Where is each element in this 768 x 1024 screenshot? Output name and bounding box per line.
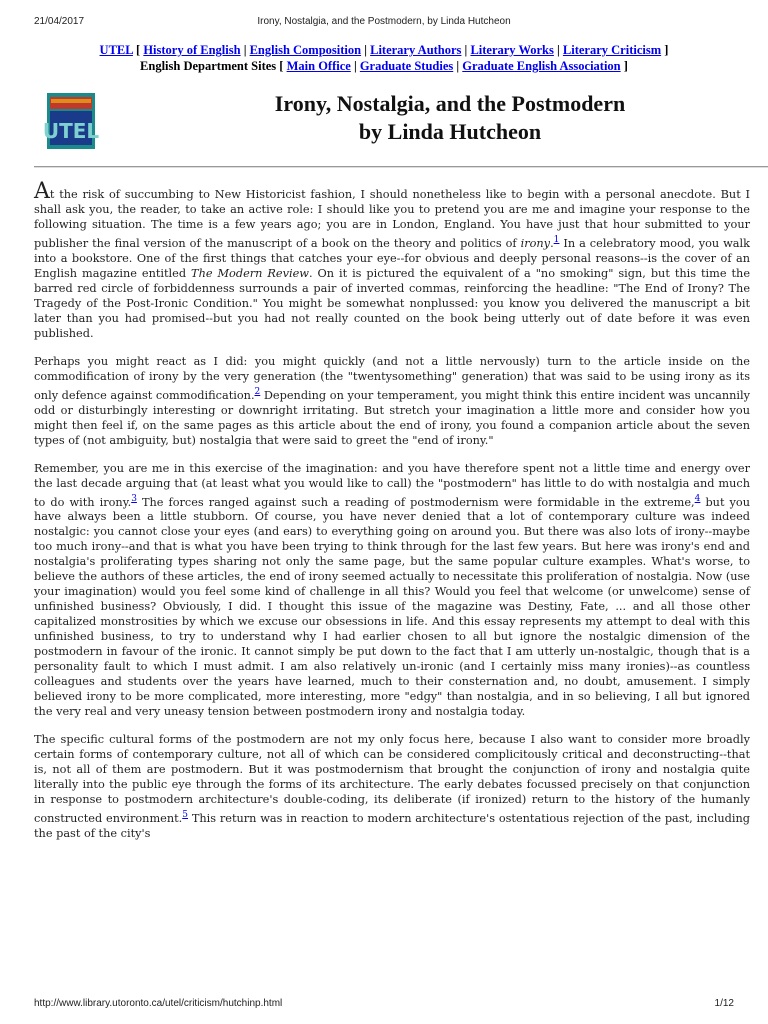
paragraph-1: At the risk of succumbing to New Historicist fashion, I should nonetheless like to begin with a personal anecdote. But I shall ask you, the reader, to take an active role: I should like you to pretend you are me and imagine your response to the following situation. The time is a few years ago; you are in London, England. You have just that hour submitted to your publisher the final version of the manuscript of a book on the theory and politics of irony.$^1$ In a celebratory mood, you walk into a bookstore. One of the first things that catches your eye--for obvious and deeply personal reasons--is the cover of an English magazine entitled The Modern Review. On it is pictured the equivalent of a "no smoking" sign, but this time the barred red circle of forbiddenness surrounds a pair of inverted commas, reinforcing the headline: "The End of Irony? The Tragedy of the Post-Ironic Condition." You might be somewhat nonplussed: you know you delivered the manuscript a bit later than you had promised--but you had not really counted on the book being utterly out of date before it was even published. [34,179,751,340]
article-heading [200,90,700,146]
utel-logo[interactable] [42,93,100,149]
paragraph-3: Remember, you are me in this exercise of the imagination: and you have therefore spent not a little time and energy over the last decade arguing that (at least what you would like to call) the "postmodern" has little to do with nostalgia and much to do with irony.$^3$ The forces ranged against such a reading of postmodernism were formidable in the extreme,$^4$ but you have always been a little stubborn. Of course, you have never denied that a lot of contemporary culture was indeed nostalgic: you cannot close your eyes (and ears) to everything going on around you. But there was also lots of irony--maybe too much irony--and that is what you have been trying to think through for the last few years. But here was irony's end and nostalgia's proliferating types sharing not only the same page, but the same popular culture examples. What's worse, to believe the authors of these articles, the end of irony seemed actually to necessitate this proliferation of nostalgia. Now (use your imagination) would you feel some kind of challenge in all this? Would you feel that welcome (or unwelcome) sense of unfinished business? Obviously, I did. I thought this issue of the magazine was Destiny, Fate, ... and all those other capitalized monstrosities by which we excuse our obsessions in life. And this essay represents my attempt to deal with this unfinished business, to try to understand why I had earlier chosen to all but ignore the nostalgic dimension of the postmodern in favour of the ironic. It cannot simply be put down to the fact that I am utterly un-nostalgic, though that is a personality fault to which I must admit. I am also relatively un-ironic (and I certainly miss many ironies)--as countless colleagues and students over the years have learned, much to their consternation and, no doubt, amusement. I simply believed irony to be more complicated, more interesting, more "edgy" than nostalgia, and in so believing, I all but ignored the very real and very uneasy tension between postmodern irony and nostalgia today. [34,461,750,719]
nav-link-main-office[interactable]: Main Office [286,59,351,73]
site-navigation [34,42,734,74]
logo-text: UTEL [42,119,100,143]
nav-department-label: English Department Sites [140,59,277,73]
article-body [34,179,751,854]
print-footer [34,998,734,1012]
footnote-link-2[interactable]: 2 [254,386,261,397]
nav-link-literary-criticism[interactable]: Literary Criticism [562,43,662,57]
paragraph-4: The specific cultural forms of the postmodern are not my only focus here, because I also want to consider more broadly certain forms of contemporary culture, not all of which can be considered complicitously critical and deconstructing--that is, not all of them are postmodern. But it was postmodernism that brought the conjunction of irony and nostalgia quite literally into the public eye through the forms of its architecture. The early debates focussed precisely on that conjunction in response to postmodern architecture's double-coding, its deliberate (if ironized) return to the history of the humanly constructed environment.$^5$ This return was in reaction to modern architecture's ostentatious rejection of the past, including the past of the city's [34,733,750,841]
nav-row-utel: UTEL [ History of English | English Composition | Literary Authors | Literary Works | Literary Criticism ] [99,43,669,57]
print-url: http://www.library.utoronto.ca/utel/criticism/hutchinp.html [34,998,283,1009]
paragraph-2: Perhaps you might react as I did: you might quickly (and not a little nervously) turn to the article inside on the commodification of irony by the very generation (the "twentysomething" generation) that was said to be using irony as its only defence against commodification.$^2$ Depending on your temperament, you might think this entire incident was uncannily odd or disturbingly interesting or downright irritating. But stretch your imagination a little more and consider how you might then feel if, on the same pages as this article about the end of irony, you found a companion article about the seven types of (not ambiguity, but) nostalgia that were said to greet the "end of irony." [34,354,750,447]
nav-row-department: English Department Sites [ Main Office | Graduate Studies | Graduate English Association ] [140,59,628,73]
footnote-link-4[interactable]: 4 [694,493,701,504]
print-header [34,16,734,30]
print-title: Irony, Nostalgia, and the Postmodern, by Linda Hutcheon [257,16,511,27]
nav-link-history-of-english[interactable]: History of English [143,43,241,57]
nav-link-utel[interactable]: UTEL [99,43,133,57]
footnote-link-1[interactable]: 1 [553,235,560,245]
page-title: Irony, Nostalgia, and the Postmodern [274,91,626,116]
magazine-title: The Modern Review [191,266,309,280]
byline: by Linda Hutcheon [358,119,542,144]
divider [34,166,768,168]
nav-link-graduate-english-association[interactable]: Graduate English Association [462,59,621,73]
footnote-link-3[interactable]: 3 [131,493,137,504]
drop-cap: A [34,179,50,204]
nav-link-literary-works[interactable]: Literary Works [470,43,554,57]
nav-link-graduate-studies[interactable]: Graduate Studies [359,59,454,73]
nav-link-literary-authors[interactable]: Literary Authors [370,43,462,57]
footnote-link-5[interactable]: 5 [182,810,188,821]
page-number: 1/12 [714,998,734,1009]
nav-link-english-composition[interactable]: English Composition [249,43,362,57]
print-date: 21/04/2017 [34,16,85,27]
